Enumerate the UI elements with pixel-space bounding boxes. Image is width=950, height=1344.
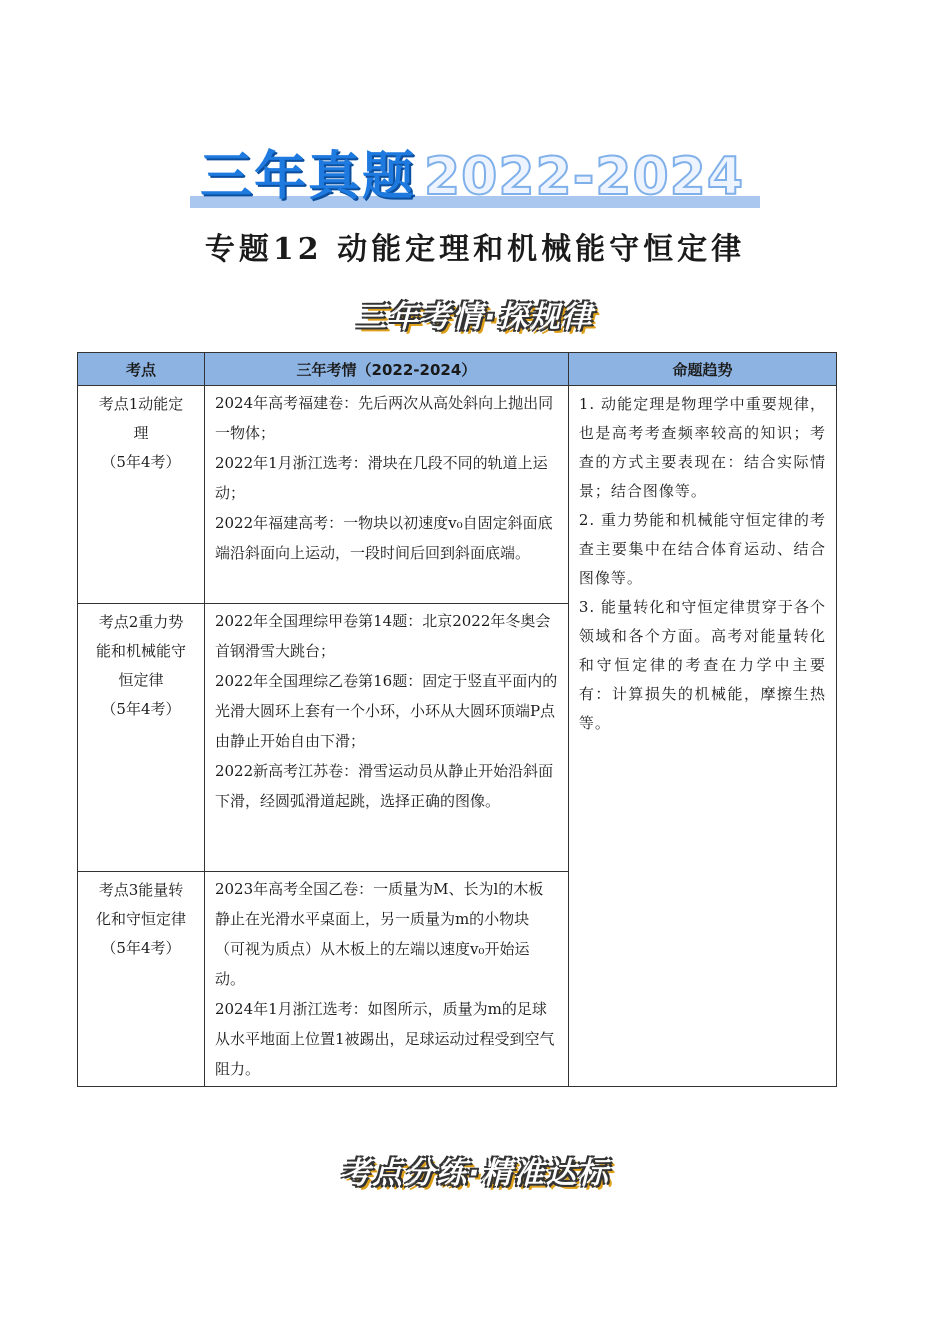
table-header-row	[78, 353, 837, 386]
point-count: （5年4考）	[101, 453, 181, 471]
header-trend: 命题趋势	[568, 353, 836, 386]
situation-item: 2022年福建高考：一物块以初速度v₀自固定斜面底端沿斜面向上运动，一段时间后回到斜面底端。	[214, 514, 553, 562]
point-line: 考点3能量转	[98, 881, 184, 899]
situation-cell	[204, 604, 568, 872]
point-line: 恒定律	[118, 671, 164, 689]
situation-item: 2022年全国理综甲卷第14题：北京2022年冬奥会首钢滑雪大跳台；	[214, 612, 551, 660]
point-line: 理	[133, 424, 149, 442]
point-line: 考点1动能定	[98, 395, 184, 413]
situation-cell	[204, 386, 568, 604]
point-count: （5年4考）	[101, 700, 181, 718]
situation-cell	[204, 872, 568, 1087]
banner-text-years: 2022-2024	[424, 147, 745, 207]
page-title: 专题12 动能定理和机械能守恒定律	[204, 232, 746, 267]
banner-text-main: 三年真题	[200, 147, 417, 207]
trend-cell	[568, 386, 836, 1087]
header-point: 考点	[78, 353, 205, 386]
point-count: （5年4考）	[101, 939, 181, 957]
point-line: 考点2重力势	[98, 613, 184, 631]
point-line: 能和机械能守	[95, 642, 186, 660]
exam-table	[77, 352, 837, 1087]
situation-item: 2023年高考全国乙卷：一质量为M、长为l的木板静止在光滑水平桌面上，另一质量为m的小物块（可视为质点）从木板上的左端以速度v₀开始运动。	[214, 880, 544, 988]
trend-item: 1. 动能定理是物理学中重要规律，也是高考考查频率较高的知识；考查的方式主要表现在：结合实际情景；结合图像等。	[578, 395, 826, 500]
section-heading-1: 三年考情·探规律	[356, 300, 594, 335]
situation-item: 2024年1月浙江选考：如图所示，质量为m的足球从水平地面上位置1被踢出，足球运动过程受到空气阻力。	[214, 1000, 555, 1078]
situation-item: 2024年高考福建卷：先后两次从高处斜向上抛出同一物体；	[214, 394, 554, 442]
section-heading-2: 考点分练·精准达标	[340, 1156, 610, 1191]
point-cell	[78, 604, 205, 872]
situation-item: 2022新高考江苏卷：滑雪运动员从静止开始沿斜面下滑，经圆弧滑道起跳，选择正确的图像。	[214, 762, 554, 810]
trend-item: 2. 重力势能和机械能守恒定律的考查主要集中在结合体育运动、结合图像等。	[578, 511, 826, 587]
point-cell	[78, 872, 205, 1087]
point-line: 化和守恒定律	[95, 910, 186, 928]
table-row	[78, 386, 837, 604]
situation-item: 2022年全国理综乙卷第16题：固定于竖直平面内的光滑大圆环上套有一个小环，小环从大圆环顶端P点由静止开始自由下滑；	[214, 672, 558, 750]
banner	[190, 148, 760, 208]
header-situation: 三年考情（2022-2024）	[204, 353, 568, 386]
situation-item: 2022年1月浙江选考：滑块在几段不同的轨道上运动；	[214, 454, 548, 502]
trend-item: 3. 能量转化和守恒定律贯穿于各个领域和各个方面。高考对能量转化和守恒定律的考查在力学中主要有：计算损失的机械能，摩擦生热等。	[578, 598, 826, 732]
point-cell	[78, 386, 205, 604]
